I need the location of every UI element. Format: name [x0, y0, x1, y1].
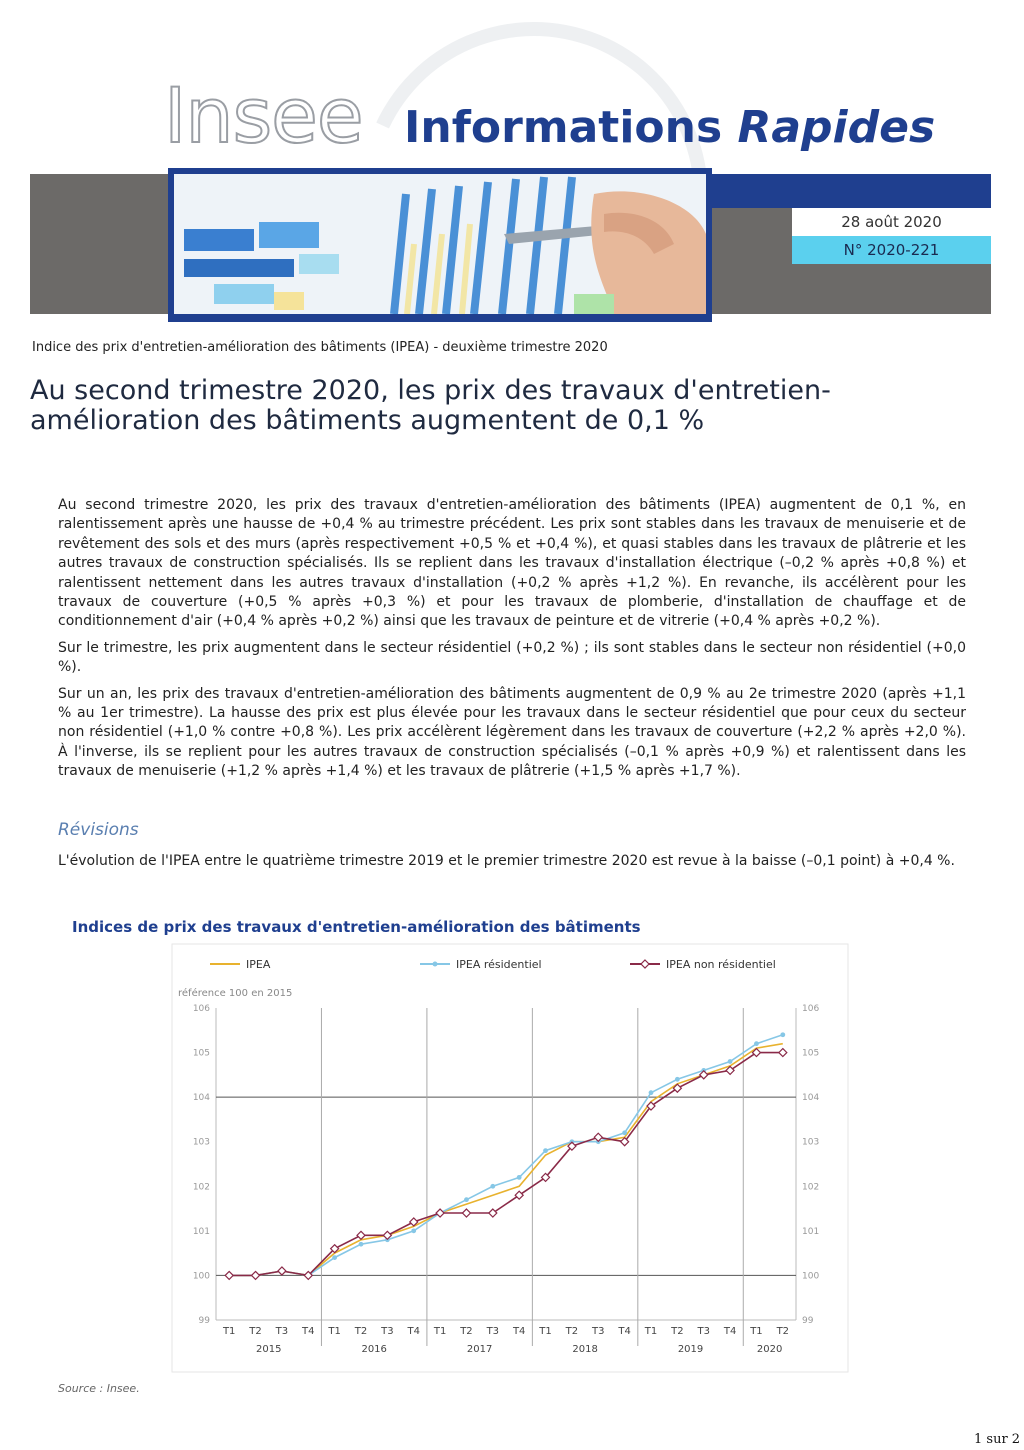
document-kicker: Indice des prix d'entretien-amélioration des bâtiments (IPEA) - deuxième trimestre 2020 [32, 340, 608, 355]
quarter-tick-label: T3 [697, 1326, 710, 1337]
year-label: 2018 [572, 1344, 598, 1355]
legend-marker [641, 960, 649, 968]
revisions-text: L'évolution de l'IPEA entre le quatrième trimestre 2019 et le premier trimestre 2020 est revue à la baisse (–0,1 point) à +0,4 %. [58, 853, 955, 869]
data-point [462, 1209, 470, 1217]
series-line [229, 1053, 783, 1276]
y-tick-label: 106 [192, 1004, 210, 1014]
data-point [517, 1175, 522, 1180]
y-tick-label-right: 101 [802, 1226, 820, 1237]
data-point [780, 1032, 785, 1037]
data-point [490, 1184, 495, 1189]
brand-word-rapides: Rapides [737, 102, 936, 153]
quarter-tick-label: T2 [776, 1326, 790, 1337]
data-point [649, 1090, 654, 1095]
header-band-grey-mid [712, 208, 792, 314]
page-number: 1 sur 2 [974, 1432, 1021, 1447]
data-point [332, 1255, 337, 1260]
header-photo [174, 174, 706, 314]
brand-word-informations: Informations [404, 102, 738, 153]
quarter-tick-label: T2 [354, 1326, 368, 1337]
year-label: 2020 [756, 1344, 783, 1355]
y-tick-label-right: 106 [802, 1004, 820, 1014]
header-band-blue [712, 174, 991, 208]
data-point [464, 1197, 469, 1202]
chart-frame [172, 944, 848, 1372]
main-text [58, 496, 966, 789]
year-label: 2015 [256, 1344, 282, 1355]
y-tick-label: 102 [192, 1182, 210, 1193]
figure-source: Source : Insee. [58, 1382, 140, 1395]
quarter-tick-label: T2 [565, 1326, 579, 1337]
y-tick-label-right: 102 [802, 1182, 820, 1193]
quarter-tick-label: T1 [644, 1326, 658, 1337]
quarter-tick-label: T1 [539, 1326, 552, 1337]
quarter-tick-label: T2 [249, 1326, 262, 1337]
publication-number: N° 2020-221 [792, 236, 991, 264]
quarter-tick-label: T3 [486, 1326, 500, 1337]
price-index-chart [170, 942, 850, 1374]
quarter-tick-label: T1 [433, 1326, 447, 1337]
quarter-tick-label: T3 [592, 1326, 605, 1337]
quarter-tick-label: T1 [222, 1326, 236, 1337]
y-tick-label: 100 [192, 1271, 210, 1282]
page-title: Au second trimestre 2020, les prix des travaux d'entretien-amélioration des bâtiments augmentent de 0,1 % [30, 375, 831, 436]
paragraph-1: Au second trimestre 2020, les prix des travaux d'entretien-amélioration des bâtiments (IPEA) augmentent de 0,1 %, en ralentissement après une hausse de +0,4 % au trimestre précédent. Les prix sont stables dans les travaux de menuiserie et de revêtement des sols et des murs (après respectivement +0,5 % et +0,4 %), et quasi stables dans les travaux de plâtrerie et les autres travaux de construction spécialisés. Ils se replient dans les travaux d'installation électrique (–0,2 % après +0,8 %) et ralentissent nettement dans les autres travaux d'installation (+0,2 % après +1,2 %). En revanche, ils accélèrent pour les travaux de couverture (+0,5 % après +0,3 %) et pour les travaux de plomberie, d'installation de chauffage et de conditionnement d'air (+0,4 % après +0,2 %) ainsi que les travaux de peinture et de vitrerie (+0,4 % après +0,2 %). [58, 497, 966, 630]
quarter-tick-label: T2 [671, 1326, 684, 1337]
y-tick-label: 99 [198, 1316, 210, 1326]
quarter-tick-label: T4 [723, 1326, 737, 1337]
figure-title: Indices de prix des travaux d'entretien-amélioration des bâtiments [72, 918, 641, 936]
header-band-grey-right [792, 264, 991, 314]
quarter-tick-label: T2 [460, 1326, 473, 1337]
quarter-tick-label: T4 [618, 1326, 631, 1337]
data-point [225, 1271, 233, 1279]
y-tick-label: 101 [192, 1226, 210, 1237]
legend-entry: IPEA résidentiel [456, 958, 542, 971]
data-point [754, 1041, 759, 1046]
series-line [229, 1044, 783, 1276]
quarter-tick-label: T4 [407, 1326, 420, 1337]
chart-photo-illustration [174, 174, 706, 314]
y-axis-label: référence 100 en 2015 [178, 988, 293, 999]
data-point [779, 1049, 787, 1057]
data-point [411, 1228, 416, 1233]
quarter-tick-label: T3 [275, 1326, 289, 1337]
data-point [252, 1271, 260, 1279]
y-tick-label-right: 103 [802, 1137, 820, 1148]
y-tick-label: 105 [192, 1048, 210, 1059]
paragraph-3: Sur un an, les prix des travaux d'entretien-amélioration des bâtiments augmentent de 0,9 % au 2e trimestre 2020 (après +1,1 % au 1er trimestre). La hausse des prix est plus élevée pour les travaux dans le secteur résidentiel que pour ceux du secteur non résidentiel (+1,0 % contre +0,8 %). Les prix accélèrent légèrement dans les travaux de couverture (+2,2 % après +2,0 %). À l'inverse, ils se replient pour les autres travaux de construction spécialisés (–0,1 % après +0,9 %) et ralentissent dans les travaux de menuiserie (+1,2 % après +1,4 %) et les travaux de plâtrerie (+1,5 % après +1,7 %). [58, 685, 966, 780]
data-point [278, 1267, 286, 1275]
year-label: 2017 [466, 1344, 493, 1355]
data-point [543, 1148, 548, 1153]
chart-svg [170, 942, 850, 1374]
legend-entry: IPEA non résidentiel [666, 958, 776, 971]
quarter-tick-label: T1 [750, 1326, 763, 1337]
legend-marker [433, 962, 438, 967]
year-label: 2019 [677, 1344, 704, 1355]
legend-entry: IPEA [246, 958, 271, 971]
y-tick-label: 104 [192, 1093, 210, 1104]
y-tick-label-right: 100 [802, 1271, 820, 1282]
y-tick-label-right: 105 [802, 1048, 820, 1059]
data-point [675, 1077, 680, 1082]
publication-date: 28 août 2020 [792, 208, 991, 236]
quarter-tick-label: T4 [512, 1326, 526, 1337]
header-photo-frame [168, 168, 712, 322]
y-tick-label-right: 104 [802, 1093, 820, 1104]
data-point [359, 1242, 364, 1247]
revisions-heading: Révisions [58, 820, 139, 840]
data-point [357, 1231, 365, 1239]
insee-logo: Insee [164, 71, 363, 160]
data-point [622, 1130, 627, 1135]
quarter-tick-label: T1 [328, 1326, 341, 1337]
year-label: 2016 [361, 1344, 387, 1355]
quarter-tick-label: T3 [381, 1326, 394, 1337]
series-line [229, 1035, 783, 1276]
publication-brand [404, 102, 936, 153]
y-tick-label: 103 [192, 1137, 210, 1148]
data-point [728, 1059, 733, 1064]
y-tick-label-right: 99 [802, 1316, 814, 1326]
paragraph-2: Sur le trimestre, les prix augmentent dans le secteur résidentiel (+0,2 %) ; ils sont stables dans le secteur non résidentiel (+0,0 %). [58, 639, 966, 676]
quarter-tick-label: T4 [302, 1326, 315, 1337]
header-band-grey-left [30, 174, 168, 314]
